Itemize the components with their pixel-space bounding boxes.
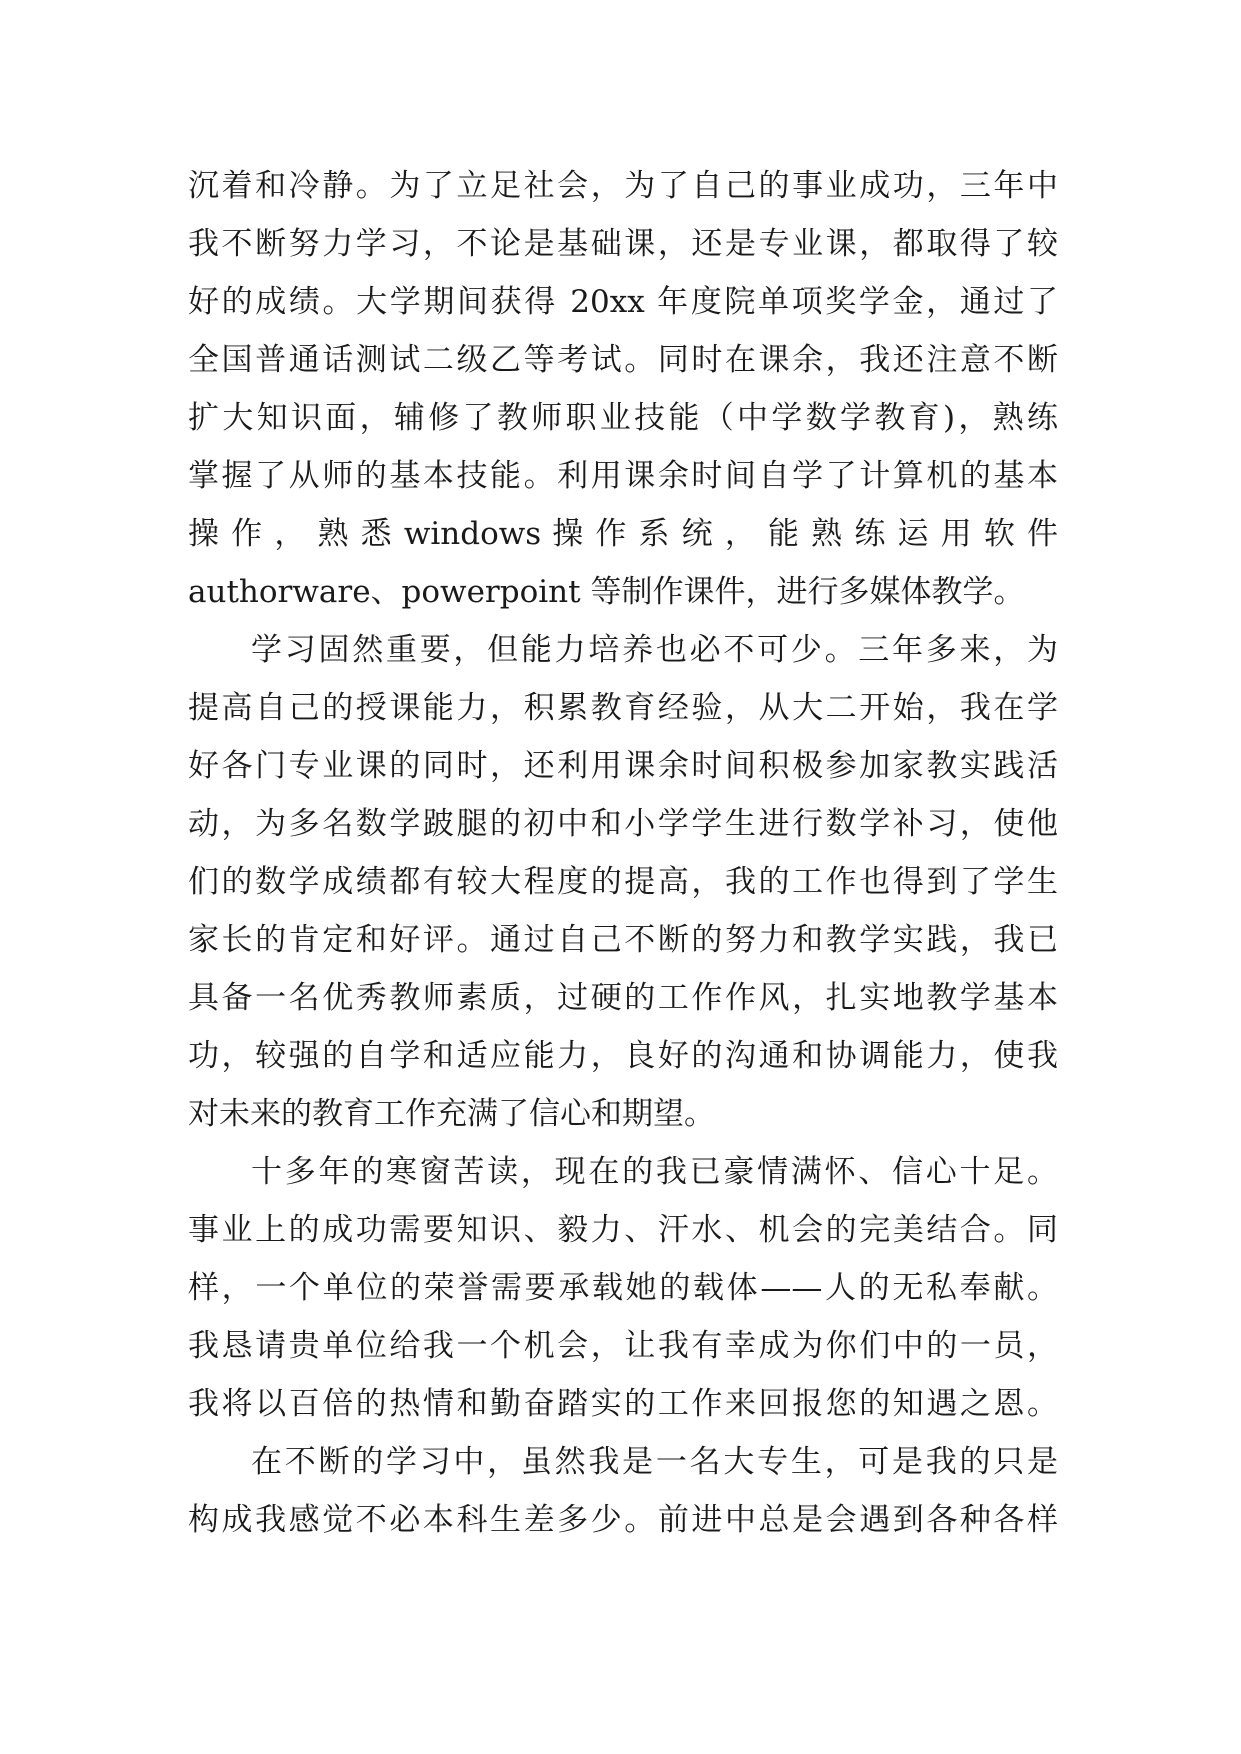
text-line: 在不断的学习中，虽然我是一名大专生，可是我的只是	[251, 1444, 1058, 1480]
text-line: 我不断努力学习，不论是基础课，还是专业课，都取得了较	[188, 226, 1058, 262]
text-line: 我将以百倍的热情和勤奋踏实的工作来回报您的知遇之恩。	[188, 1386, 1058, 1422]
text-line: 好各门专业课的同时，还利用课余时间积极参加家教实践活	[188, 748, 1058, 784]
text-line: 好的成绩。大学期间获得 20xx 年度院单项奖学金，通过了	[188, 284, 1058, 320]
text-line: 样，一个单位的荣誉需要承载她的载体——人的无私奉献。	[188, 1270, 1058, 1306]
paragraph-3	[188, 1143, 1058, 1433]
document-body	[188, 157, 1058, 1549]
text-line: 全国普通话测试二级乙等考试。同时在课余，我还注意不断	[188, 342, 1058, 378]
text-line: 具备一名优秀教师素质，过硬的工作作风，扎实地教学基本	[188, 980, 1058, 1016]
paragraph-1	[188, 157, 1058, 621]
text-line: 沉着和冷静。为了立足社会，为了自己的事业成功，三年中	[188, 168, 1058, 204]
text-line: 提高自己的授课能力，积累教育经验，从大二开始，我在学	[188, 690, 1058, 726]
text-line: 扩大知识面，辅修了教师职业技能（中学数学教育)，熟练	[188, 400, 1058, 436]
text-line: 构成我感觉不必本科生差多少。前进中总是会遇到各种各样	[188, 1502, 1058, 1538]
text-line: 学习固然重要，但能力培养也必不可少。三年多来，为	[251, 632, 1058, 668]
text-line: 对未来的教育工作充满了信心和期望。	[188, 1096, 715, 1132]
text-line: 我恳请贵单位给我一个机会，让我有幸成为你们中的一员，	[188, 1328, 1058, 1364]
text-line: 掌握了从师的基本技能。利用课余时间自学了计算机的基本	[188, 458, 1058, 494]
text-line: authorware、powerpoint 等制作课件，进行多媒体教学。	[188, 574, 1025, 610]
text-line: 家长的肯定和好评。通过自己不断的努力和教学实践，我已	[188, 922, 1058, 958]
text-line: 十多年的寒窗苦读，现在的我已豪情满怀、信心十足。	[251, 1154, 1058, 1190]
text-line: 事业上的成功需要知识、毅力、汗水、机会的完美结合。同	[188, 1212, 1058, 1248]
paragraph-4	[188, 1433, 1058, 1549]
text-line: 动，为多名数学跛腿的初中和小学学生进行数学补习，使他	[188, 806, 1058, 842]
text-line: 们的数学成绩都有较大程度的提高，我的工作也得到了学生	[188, 864, 1058, 900]
text-line: 操 作 ， 熟 悉 windows 操 作 系 统 ， 能 熟 练 运 用 软 件	[188, 516, 1058, 552]
text-line: 功，较强的自学和适应能力，良好的沟通和协调能力，使我	[188, 1038, 1058, 1074]
paragraph-2	[188, 621, 1058, 1143]
